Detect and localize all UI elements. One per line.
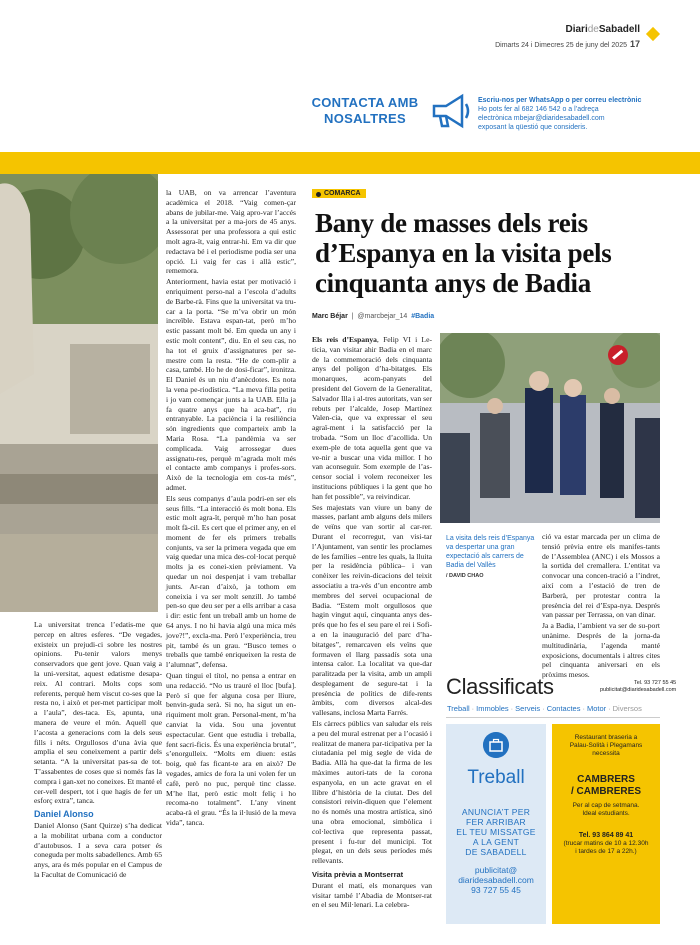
photo-person-outdoors xyxy=(0,174,158,612)
classifieds-contact: Tel. 93 727 55 45 publicitat@diaridesabadell.com xyxy=(600,680,677,693)
category-motor[interactable]: Motor xyxy=(586,704,607,713)
job-ad-box: Restaurant braseria a Palau-Solità i Plegamans necessita CAMBRERS / CAMBRERES Per al cap de setmana. Ideal estudiants. Tel. 93 864 89 41 (trucar matins de 10 a 12.30h i tardes de 17 a 22h.) xyxy=(552,724,660,924)
category-contactes[interactable]: Contactes xyxy=(546,704,581,713)
photo-credit: / DAVID CHAO xyxy=(446,573,484,579)
paragraph: Els seus companys d’aula podri-en ser els seus fills. “La interacció és molt bona. Els estic molt agra-ït, perquè m’ho han posat molt fà-cil. Es cert que el primer any, en el moment de fer els primers treballs conjunts, va ser la primera vegada que em vaig quedar una mica des-col·locat perquè molts ja es conei-xien prèviament. Va quedar un noi despenjat i vam treballar junts. Ar-ran d’això, ja tothom em coneixia i va ser molt senzill. Jo també pen-so que deu ser per a ells arribar a casa i dir: estic fent un treball amb un home de 64 anys. I no hi havia algú una mica més jove?!”, excla-ma. Però l’experiència, treu pit, també és un grau. “Busco temes o treballs que també enriqueixen la resta de l’alumnat”, defensa. xyxy=(166,493,296,670)
paragraph: Durant el matí, els monarques van visitar també l’Abadia de Montser-rat en el seu Mil·lenari. La celebra- xyxy=(312,880,432,910)
article-headline: Bany de masses dels reis d’Espanya en la visita pels cinquanta anys de Badia xyxy=(315,208,612,298)
megaphone-icon xyxy=(428,92,472,132)
profile-name: Daniel Alonso xyxy=(34,809,94,820)
classifieds-divider xyxy=(446,717,660,718)
briefcase-icon xyxy=(483,732,509,758)
article-column-2 xyxy=(166,188,296,829)
treball-label: Treball xyxy=(467,767,525,788)
promo-message: ANUNCIA’T PER FER ARRIBAR EL TEU MISSATGE A LA GENT DE SABADELL xyxy=(456,807,536,857)
category-serveis[interactable]: Serveis xyxy=(515,704,541,713)
photo-caption: La visita dels reis d’Espanya va despertar una gran expectació als carrers de Badia del Vallès / DAVID CHAO xyxy=(446,535,535,579)
paragraph: Anteriorment, havia estat per motivació i enriquiment perso-nal a l’escola d’adults de Barbe-rà. Fins que la universitat va tru-car a la porta. “Se m’va obrir un món increïble. Estava espan-tat, però m’ho estic passant molt bé. Em queda un any i estic molt content”, diu. En el seu cas, no ha tot el gruix d’assignatures per se-mestre com la resta. “He de com-plir a casa, també. Ho he de dosi-ficar”, ironitza. El Daniel és un niu d’anècdotes. Es nota la vena pe-riodística. “La meva filla petita i jo vam començar junts a la UAB. Ella ja fa quatre anys que ha aca-bat”, riu entranyable. La paciència i la resiliència són ingredients que comparteix amb la Maria Rosa. “La pandèmia va ser complicada. Vaig arrossegar dues assignatu-res, perquè m’agrada molt més el contacte amb companys i profes-sors. Això de la tecnologia em cos-ta més”, admet. xyxy=(166,277,296,492)
article-column-4 xyxy=(542,532,660,681)
paragraph: Els càrrecs públics van saludar els reis a peu del mural estrenat per a l’ocasió i realitzat de manera par-ticipativa per la ciutadania pel mig segle de vida de Badia. Allà ha que-dat la firma de les màximes autori-tats de la corona espanyola, en un acte gravat en el llibre d’història de la ciutat. Des del consistori reivin-diquen que l’element no és només una mostra artística, sinó una obra emocional, simbòlica i col·lectiva que representa passat, present i fu-tur del municipi. Tot plegat, en un dels seus períodes més rellevants. xyxy=(312,719,432,866)
category-diversos[interactable]: Diversos xyxy=(612,704,642,713)
brand-diamond-icon xyxy=(646,27,660,41)
photo-royal-visit xyxy=(440,333,660,523)
issue-date: Dimarts 24 i Dimecres 25 de juny del 2025 xyxy=(495,42,627,49)
article-column-1 xyxy=(34,620,162,881)
classifieds-title: Classificats xyxy=(446,674,554,699)
article-byline: Marc Béjar | @marcbejar_14 #Badia xyxy=(312,313,435,320)
job-ad-phone: Tel. 93 864 89 41 xyxy=(578,832,634,839)
contact-info: Escriu-nos per WhatsApp o per correu electrònic Ho pots fer al 682 146 542 o a l’adreça electrònica mbejar@diaridesabadell.com exposant la qüestió que consideris. xyxy=(478,97,642,131)
paragraph: Ses majestats van viure un bany de masses, parlant amb alguns dels milers de veïns que van sortir al car-rer. Durant el recorregut, van visi-tar l’Ajuntament, van sentir les proclames de les famílies –entre les quals, la lluita per la residència pública– i van conèixer les reivin-dicacions del teixit associatiu a tra-vés d’un encontre amb membres del servei ocupacional de Badia. “Estem molt orgullosos que hagin vingut aquí, cinquanta anys des-prés que ho fes el seu pare el rei i Sofi-a en la inauguració del parc d’ha-bitatges”, remarcaven els veïns que formaven el llarg passadís sota una intensa calor. La localitat va que-dar paralitzada per la visita, amb un ampli desplegament de segure-tat i la presència de polítics de dife-rents àmbits, com diversos alcal-des vallesans, inclosa Marta Farrés. xyxy=(312,502,432,718)
yellow-divider-bar xyxy=(0,152,700,174)
section-badge: COMARCA xyxy=(312,189,366,198)
category-treball[interactable]: Treball xyxy=(447,704,470,713)
paragraph: Quan tingui el títol, no pensa a entrar en una redacció. “No us trauré el lloc [bufa]. Però sí que fer alguna cosa per lliure, benvin-guda serà. Si no, ha sigut un en-riquiment molt gran. Personal-ment, m’ha canviat la vida. Sou una joventut espectacular. Gent que estudia i treballa, fent sacri-ficis. És una experiència brutal”, s’enorgulleix. “Molts em diuen: estàs boig, què fas ficant-te ara en això? De vegades, amics de fora la uni volen fer un cafè, però no puc, perquè tinc classe. M’he llat, però estic molt feliç i ho recoma-no totalment”. L’any vinent acaba-rà el grau. “És la il·lusió de la meva vida”, tanca. xyxy=(166,671,296,827)
page-header xyxy=(495,24,640,49)
promo-contact: publicitat@ diaridesabadell.com 93 727 55 45 xyxy=(458,865,534,895)
article-column-3 xyxy=(312,335,432,911)
article-subhead: Visita prèvia a Montserrat xyxy=(312,870,404,880)
contact-title: CONTACTA AMB NOSALTRES xyxy=(311,95,419,126)
paragraph: Daniel Alonso (Sant Quirze) s’ha dedicat a la mobilitat urbana com a conductor d’autobusos. I a seva cara potser és coneguda per molts sabadellencs. Amb 65 anys, ara és més popular en el Campus de la Facultat de Comunicació de xyxy=(34,820,162,879)
paragraph: ció va estar marcada per un clima de tensió prèvia entre els manifes-tants de l’Assemblea (ANC) i els Mossos a la sortida del cremallera. L’entitat va convocar una concen-tració a l’indret, així com a l’estació de tren de Barberà, per protestar contra la presència del rei d’Espa-nya. Després van passar per Terrassa, on van dinar. xyxy=(542,532,660,620)
treball-promo-box xyxy=(446,724,546,924)
paragraph: la UAB, on va arrencar l’aventura acadèmica el 2018. “Vaig comen-çar abans de jubilar-me. Vaig apro-var l’accés a la universitat per a ma-jors de 45 anys. Assessorat per una professora a qui estic molt agra-ït, vaig entrar-hi. Em va dir que redactava bé i el periodisme podia ser una opció. Li vaig fer cas i allà estic”, rememora. xyxy=(166,188,296,276)
category-immobles[interactable]: Immobles xyxy=(476,704,509,713)
classifieds-categories: Treball · Immobles · Serveis · Contactes · Motor · Diversos xyxy=(447,704,642,713)
paragraph: Els reis d’Espanya, Felip VI i Le-tícia, van visitar ahir Badia en el marc de la commemoració dels cinquanta anys del polígon d’ha-bitatges. Els monarques, acom-panyats del president del Govern de la Generalitat, Salvador Illa i al-tres autoritats, van ser rebuts per l’alcalde, Josep Martínez Valen-cia, que va expressar el seu agraï-ment i la satisfacció per la trobada. “Som un lloc d’acollida. Un exem-ple de tota aquella gent que va ve-nir a buscar una vida millor. I ho van aconseguir. Som exemple de l’as-censor social i volem reconeixer les institucions públiques i la gent que ho han fet possible”, va reivindicar. xyxy=(312,335,432,501)
job-ad-title: CAMBRERS / CAMBRERES xyxy=(570,774,641,797)
page-number: 17 xyxy=(629,39,640,49)
paragraph: Ja a Badia, l’ambient va ser de su-port unànime. Després de la jorna-da multitudinària, l’agenda manté exposicions, documentals i altres cites pel cinquanta aniversari en els pròxims mesos. xyxy=(542,621,660,680)
brand-logo: DiarideSabadell xyxy=(565,24,640,35)
paragraph: La universitat trenca l’edatis-me que percep en altres esferes. “De vegades, existeix un prejudi-ci sobre les nostres opinions. Pu-tenir valors menys conservadors que gent jove. Quan vaig a la uni-versitat, aquest edatisme desapa-reix. Al contrari. Molts cops som referents, perquè hem viscut co-ses que la resta no, i això et per-met participar molt a l’aula”, des-taca. Es, apunta, una manera de veure el món. Aquell que l’acosta a generacions com la dels seus fills i néts. Orgullosos d’una àvia que amplia el seu coneixement a partir dels setanta. “A la universitat pas-sa de tot. T’assabentes de coses que si només fas la compra i gan-xet no coneixes. Et manté el cer-vell despert, tot i que hagis de fer un esforç extra”, tanca. xyxy=(34,620,162,806)
